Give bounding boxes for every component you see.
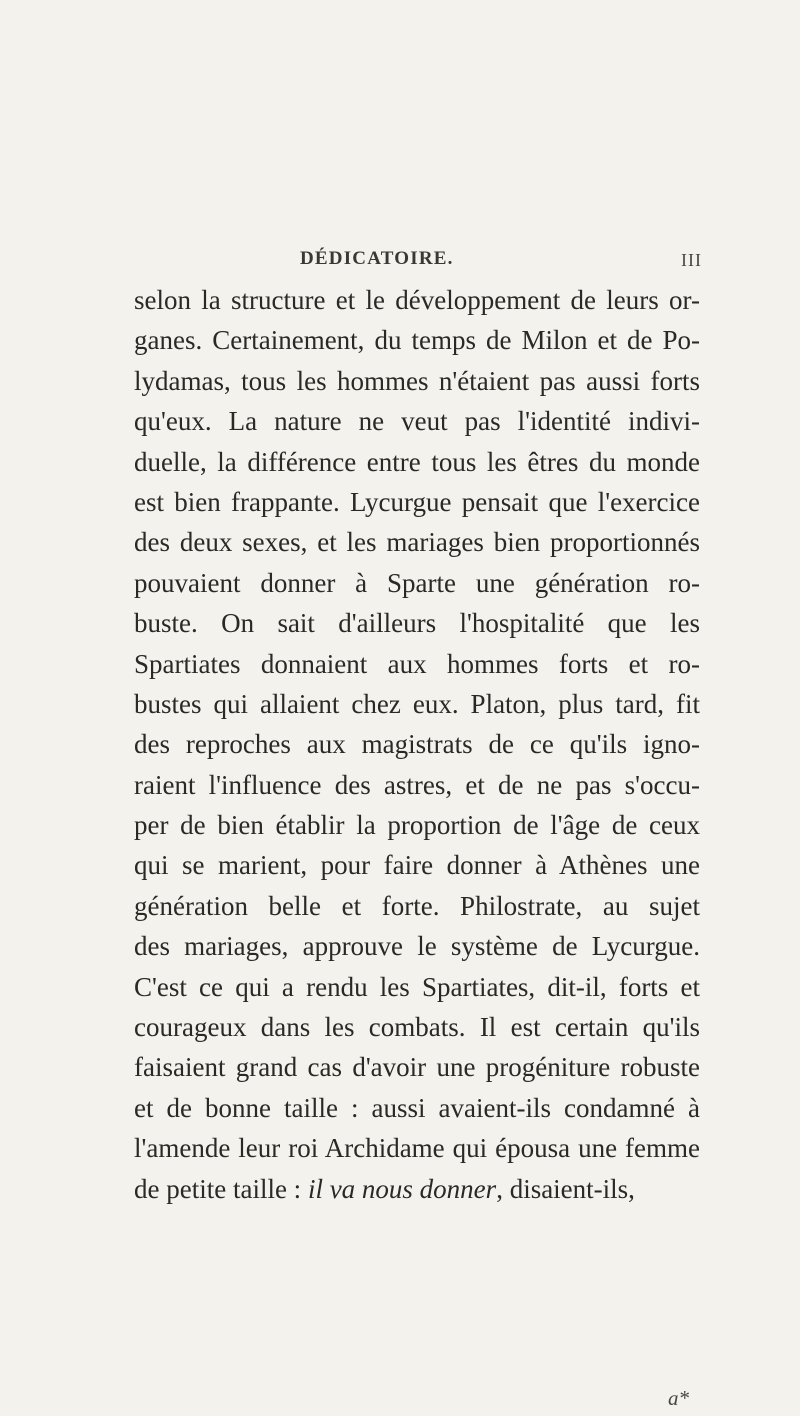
text-line: courageux dans les combats. Il est certain qu'ils (134, 1012, 700, 1043)
running-head-title: DÉDICATOIRE. (300, 248, 454, 269)
text-line: per de bien établir la proportion de l'âge de ceux (134, 810, 700, 841)
text-line: Spartiates donnaient aux hommes forts et ro- (134, 648, 700, 679)
text-line: lydamas, tous les hommes n'étaient pas aussi forts (134, 365, 700, 396)
italic-quote: il va nous donner (307, 1173, 497, 1204)
text-line: qui se marient, pour faire donner à Athènes une (134, 850, 700, 881)
text-line-last (134, 1169, 700, 1209)
text-line: ganes. Certainement, du temps de Milon et de Po- (134, 325, 700, 356)
last-line-start: de petite taille : (134, 1173, 308, 1204)
signature-mark: a* (668, 1386, 689, 1410)
text-line: bustes qui allaient chez eux. Platon, plus tard, fit (134, 688, 700, 719)
text-line: duelle, la différence entre tous les êtres du monde (134, 446, 700, 477)
last-line-end: , disaient-ils, (496, 1173, 635, 1204)
running-head (0, 248, 800, 278)
text-line: et de bonne taille : aussi avaient-ils condamné à (134, 1092, 700, 1123)
text-line: des mariages, approuve le système de Lycurgue. (134, 931, 700, 962)
page-number: III (681, 250, 702, 270)
text-line: raient l'influence des astres, et de ne pas s'occu- (134, 769, 700, 800)
text-line: qu'eux. La nature ne veut pas l'identité indivi- (134, 406, 700, 437)
text-line: des deux sexes, et les mariages bien proportionnés (134, 527, 700, 558)
text-line: faisaient grand cas d'avoir une progéniture robuste (134, 1052, 700, 1083)
text-line: selon la structure et le développement de leurs or- (134, 285, 700, 315)
text-line: C'est ce qui a rendu les Spartiates, dit-il, forts et (134, 971, 700, 1002)
text-line: est bien frappante. Lycurgue pensait que l'exercice (134, 486, 700, 517)
text-line: génération belle et forte. Philostrate, au sujet (134, 890, 700, 921)
text-line: des reproches aux magistrats de ce qu'ils igno- (134, 729, 700, 760)
text-line: buste. On sait d'ailleurs l'hospitalité que les (134, 608, 700, 639)
body-text (134, 280, 700, 1209)
text-line: l'amende leur roi Archidame qui épousa une femme (134, 1133, 700, 1164)
text-line: pouvaient donner à Sparte une génération ro- (134, 567, 700, 598)
